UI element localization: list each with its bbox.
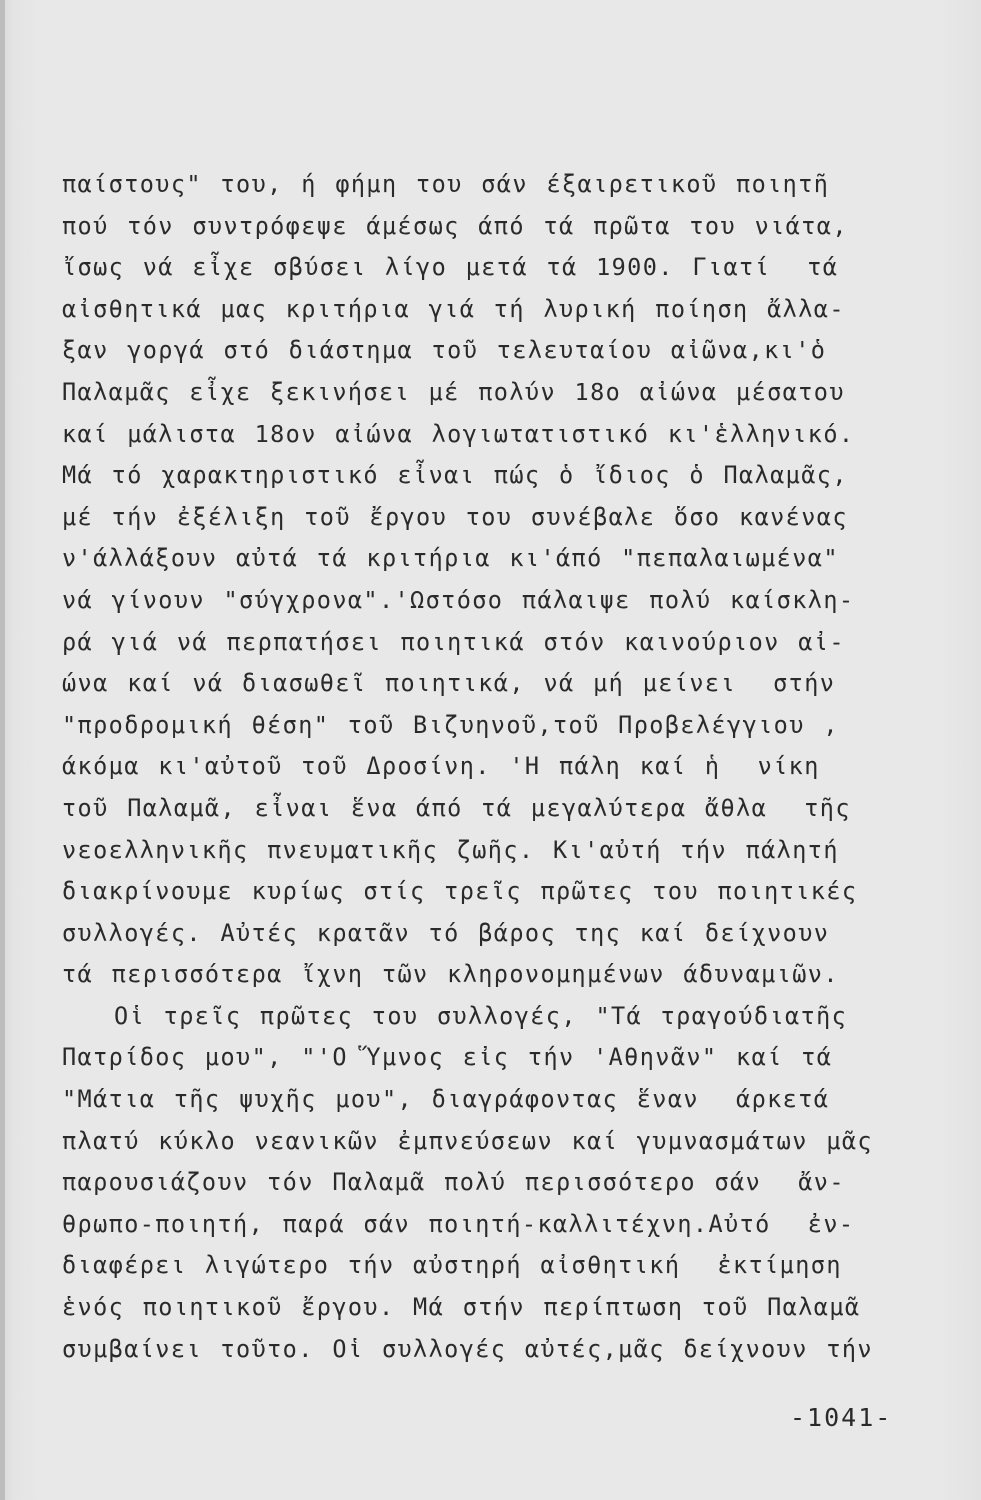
text-line: παρουσιάζουν τόν Παλαμᾶ πολύ περισσότερο σάν ἄν- [62,1168,845,1197]
text-line: "προδρομική θέση" τοῦ Βιζυηνοῦ,τοῦ Προβελέγγιου , [62,710,839,739]
text-line: Πατρίδος μου", "'Ο Ὕμνος εἰς τήν 'Αθηνᾶν" καί τά [62,1043,833,1072]
text-line: άκόμα κι'αὐτοῦ τοῦ Δροσίνη. 'Η πάλη καί ἡ νίκη [62,752,820,781]
text-line-paragraph-start: Οἱ τρεῖς πρῶτες του συλλογές, "Τά τραγούδιατῆς [114,1001,848,1030]
text-line: τοῦ Παλαμᾶ, εἶναι ἕνα άπό τά μεγαλύτερα ἄθλα τῆς [62,793,851,822]
text-line: νεοελληνικῆς πνευματικῆς ζωῆς. Κι'αὐτή τήν πάλητή [62,835,839,864]
text-line: νά γίνουν "σύγχρονα".'Ωστόσο πάλαιψε πολύ καίσκλη- [62,585,855,614]
text-line: συλλογές. Αὐτές κρατᾶν τό βάρος της καί δείχνουν [62,918,830,947]
text-line: ἴσως νά εἶχε σβύσει λίγο μετά τά 1900. Γιατί τά [62,253,839,282]
text-line: ρά γιά νά περπατήσει ποιητικά στόν καινούριον αἰ- [62,627,845,656]
text-line: θρωπο-ποιητή, παρά σάν ποιητή-καλλιτέχνη.Αὐτό ἐν- [62,1209,855,1238]
text-line: "Μάτια τῆς ψυχῆς μου", διαγράφοντας ἕναν άρκετά [62,1085,830,1114]
text-line: Μά τό χαρακτηριστικό εἶναι πώς ὁ ἴδιος ὁ Παλαμᾶς, [62,461,848,490]
page-number: -1041- [790,1403,893,1432]
text-line: μέ τήν ἐξέλιξη τοῦ ἔργου του συνέβαλε ὅσο κανένας [62,502,848,531]
text-line: πού τόν συντρόφεψε άμέσως άπό τά πρῶτα του νιάτα, [62,211,848,240]
text-line: παίστους" του, ή φήμη του σάν έξαιρετικοῦ ποιητῆ [62,170,830,198]
text-line: ξαν γοργά στό διάστημα τοῦ τελευταίου αἰῶνα,κι'ὁ [62,336,827,365]
body-text [62,164,922,1370]
text-line: τά περισσότερα ἴχνη τῶν κληρονομημένων άδυναμιῶν. [62,960,839,989]
text-line: διακρίνουμε κυρίως στίς τρεῖς πρῶτες του ποιητικές [62,877,858,906]
text-line: πλατύ κύκλο νεανικῶν ἐμπνεύσεων καί γυμνασμάτων μᾶς [62,1126,873,1155]
text-line: ώνα καί νά διασωθεῖ ποιητικά, νά μή μείνει στήν [62,669,836,698]
text-line: ἑνός ποιητικοῦ ἔργου. Μά στήν περίπτωση τοῦ Παλαμᾶ [62,1293,861,1322]
text-line: Παλαμᾶς εἶχε ξεκινήσει μέ πολύν 18ο αἰώνα μέσατου [62,377,845,406]
text-line: διαφέρει λιγώτερο τήν αὐστηρή αἰσθητική ἐκτίμηση [62,1251,842,1280]
text-line: συμβαίνει τοῦτο. Οἱ συλλογές αὐτές,μᾶς δείχνουν τήν [62,1334,873,1363]
text-line: ν'άλλάξουν αὐτά τά κριτήρια κι'άπό "πεπαλαιωμένα" [62,544,839,573]
text-line: καί μάλιστα 18ον αἰώνα λογιωτατιστικό κι'ἑλληνικό. [62,419,855,448]
text-line: αἰσθητικά μας κριτήρια γιά τή λυρική ποίηση ἄλλα- [62,294,845,323]
page-binding-edge [0,0,5,1500]
